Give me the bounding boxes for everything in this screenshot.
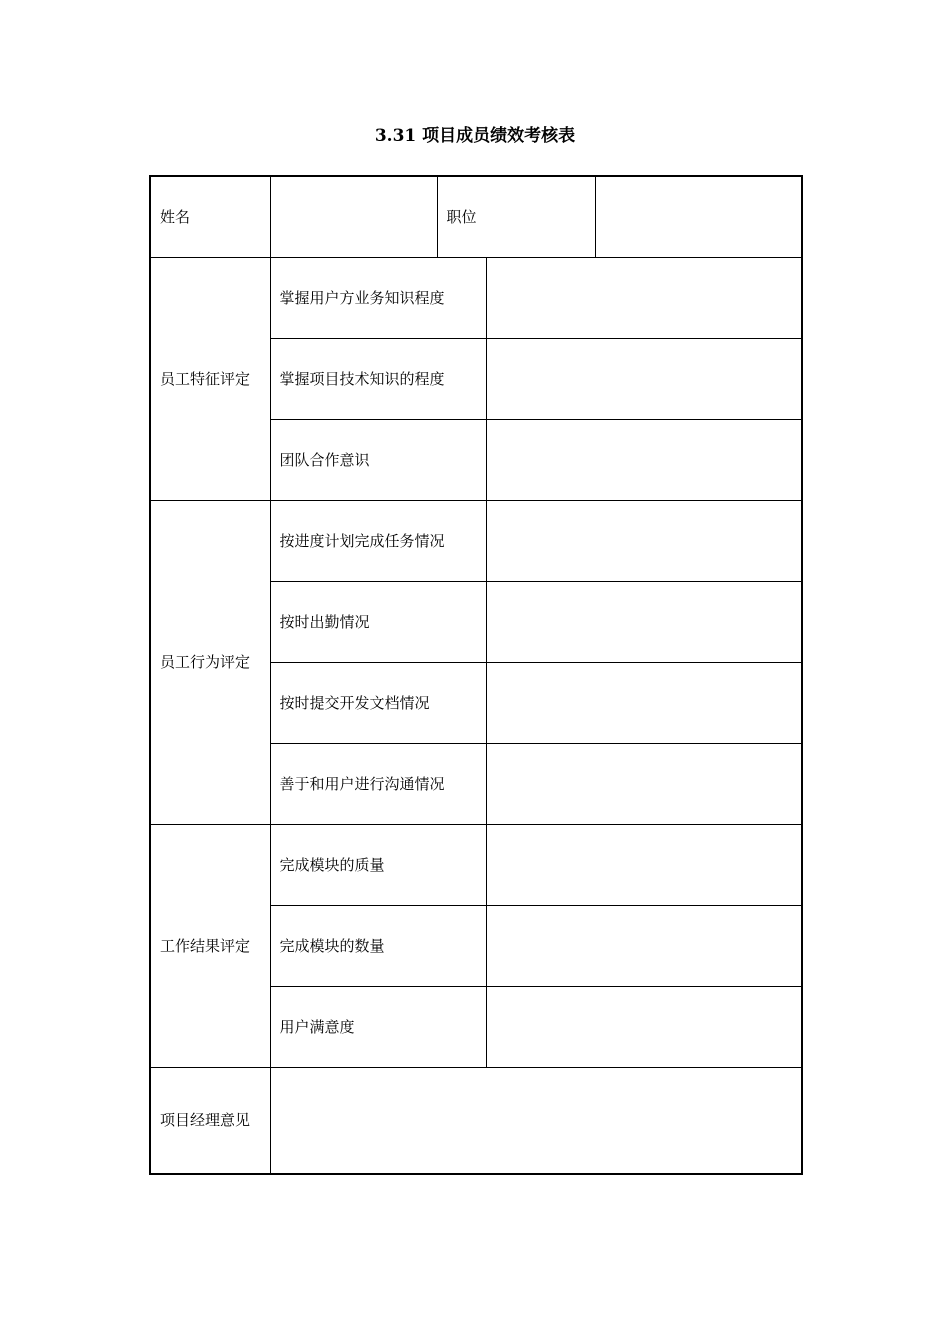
position-value-cell[interactable] xyxy=(595,176,802,257)
criterion-score-cell[interactable] xyxy=(486,419,802,500)
criterion-label: 掌握用户方业务知识程度 xyxy=(270,257,486,338)
criterion-score-cell[interactable] xyxy=(486,338,802,419)
table-row xyxy=(150,257,802,338)
criterion-score-cell[interactable] xyxy=(486,662,802,743)
table-row xyxy=(150,500,802,581)
criterion-label: 完成模块的数量 xyxy=(270,905,486,986)
criterion-score-cell[interactable] xyxy=(486,905,802,986)
criterion-score-cell[interactable] xyxy=(486,500,802,581)
evaluation-table xyxy=(149,175,803,1175)
section-label: 员工特征评定 xyxy=(150,257,270,500)
criterion-label: 用户满意度 xyxy=(270,986,486,1067)
criterion-score-cell[interactable] xyxy=(486,824,802,905)
criterion-label: 按时提交开发文档情况 xyxy=(270,662,486,743)
opinion-value-cell[interactable] xyxy=(270,1067,802,1174)
criterion-score-cell[interactable] xyxy=(486,986,802,1067)
document-title: 3.31 项目成员绩效考核表 xyxy=(374,126,576,146)
section-label: 员工行为评定 xyxy=(150,500,270,824)
name-label: 姓名 xyxy=(150,176,270,257)
position-label: 职位 xyxy=(437,176,595,257)
table-row xyxy=(150,176,802,257)
criterion-score-cell[interactable] xyxy=(486,581,802,662)
criterion-label: 按时出勤情况 xyxy=(270,581,486,662)
table-row xyxy=(150,824,802,905)
table-row xyxy=(150,1067,802,1174)
criterion-label: 按进度计划完成任务情况 xyxy=(270,500,486,581)
section-label: 工作结果评定 xyxy=(150,824,270,1067)
criterion-score-cell[interactable] xyxy=(486,743,802,824)
criterion-score-cell[interactable] xyxy=(486,257,802,338)
criterion-label: 掌握项目技术知识的程度 xyxy=(270,338,486,419)
opinion-label: 项目经理意见 xyxy=(150,1067,270,1174)
criterion-label: 善于和用户进行沟通情况 xyxy=(270,743,486,824)
name-value-cell[interactable] xyxy=(270,176,437,257)
criterion-label: 完成模块的质量 xyxy=(270,824,486,905)
criterion-label: 团队合作意识 xyxy=(270,419,486,500)
